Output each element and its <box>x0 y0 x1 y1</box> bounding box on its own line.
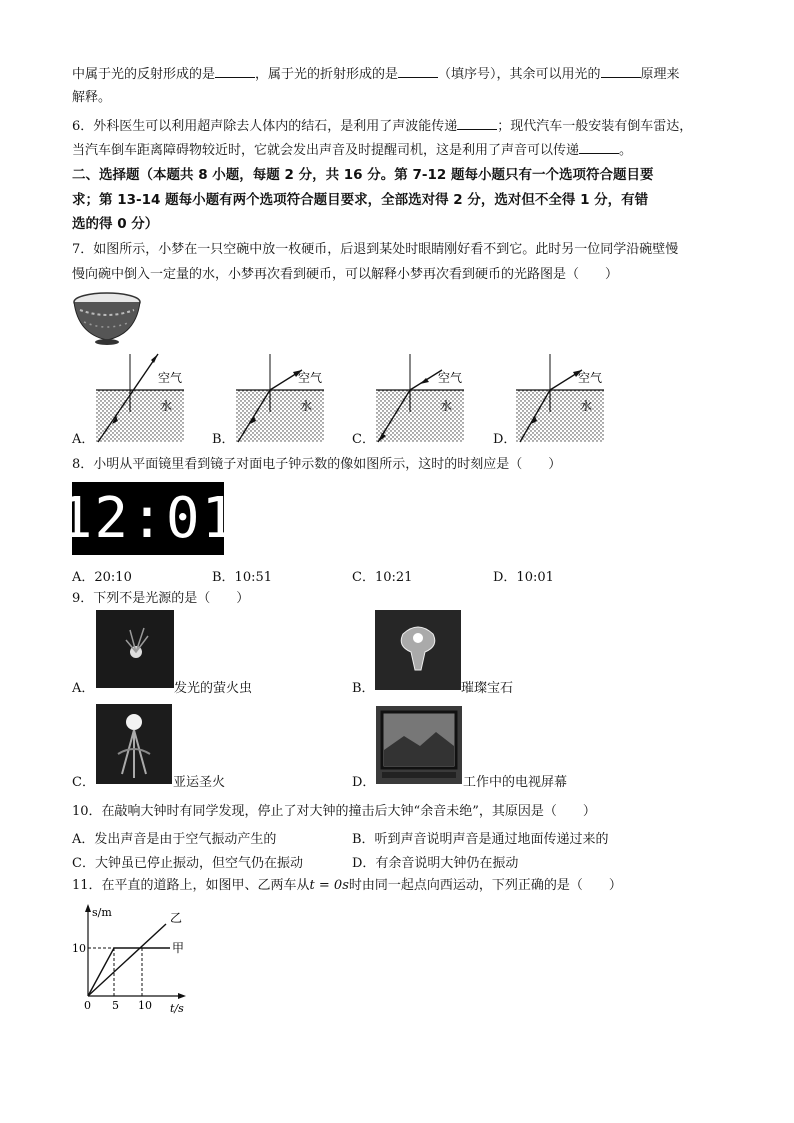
x-tick-label: 5 <box>112 999 119 1012</box>
q9-option-d-label: 工作中的电视屏幕 <box>463 775 568 790</box>
tv-screen-photo <box>376 706 462 784</box>
answer-blank <box>457 116 497 130</box>
series-label-jia: 甲 <box>172 941 185 955</box>
series-label-yi: 乙 <box>170 911 183 925</box>
q5-line2: 解释。 <box>72 90 112 105</box>
q10-option-b: B．听到声音说明声音是通过地面传递过来的 <box>352 832 609 847</box>
air-label: 空气 <box>578 371 603 385</box>
water-label: 水 <box>300 399 313 413</box>
q8-option-b: B．10:51 <box>212 570 273 585</box>
answer-blank <box>579 140 619 154</box>
optics-diagram-b <box>236 352 326 444</box>
answer-blank <box>215 64 255 78</box>
series-yi-line <box>88 924 166 996</box>
q7-option-d: D． <box>493 432 517 447</box>
q10-option-c: C．大钟虽已停止振动，但空气仍在振动 <box>72 856 303 871</box>
gemstone-photo <box>375 610 461 690</box>
section-heading: 选的得 0 分） <box>72 216 159 232</box>
x-tick-label: 0 <box>84 999 91 1012</box>
q8-option-a: A．20:10 <box>72 570 132 585</box>
q7-option-b: B． <box>212 432 235 447</box>
q9-option-d-letter: D． <box>352 775 376 790</box>
q10-option-d: D．有余音说明大钟仍在振动 <box>352 856 519 871</box>
water-label: 水 <box>580 399 593 413</box>
clock-digits: 12:01 <box>58 486 238 551</box>
q10-option-a: A．发出声音是由于空气振动产生的 <box>72 832 277 847</box>
torch-photo <box>96 704 172 784</box>
q9-option-c-label: 亚运圣火 <box>173 775 226 790</box>
q7-option-c: C． <box>352 432 375 447</box>
q9-option-a-letter: A． <box>72 681 95 696</box>
firefly-photo <box>96 610 174 688</box>
x-axis-label: t/s <box>170 1002 184 1015</box>
air-label: 空气 <box>158 371 183 385</box>
optics-diagram-d <box>516 352 606 444</box>
bowl-image <box>72 290 142 345</box>
q7-stem: 7．如图所示，小梦在一只空碗中放一枚硬币，后退到某处时眼睛刚好看不到它。此时另一位同学沿碗壁慢 <box>72 242 679 257</box>
q5-line1: 中属于光的反射形成的是 ，属于光的折射形成的是 （填序号），其余可以用光的 原理来 <box>72 64 680 84</box>
answer-blank <box>601 64 641 78</box>
section-heading: 求；第 13-14 题每小题有两个选项符合题目要求，全部选对得 2 分，选对但不全得 1 分，有错 <box>72 192 649 208</box>
x-tick-label: 10 <box>138 999 152 1012</box>
water-label: 水 <box>440 399 453 413</box>
q9-option-c-letter: C． <box>72 775 95 790</box>
section-heading: 二、选择题（本题共 8 小题，每题 2 分，共 16 分。第 7-12 题每小题只有一个选项符合题目要 <box>72 167 654 183</box>
q10-stem: 10．在敲响大钟时有同学发现，停止了对大钟的撞击后大钟“余音未绝”，其原因是（ ） <box>72 804 596 819</box>
y-axis-label: s/m <box>92 906 112 919</box>
q8-option-d: D．10:01 <box>493 570 554 585</box>
optics-diagram-c <box>376 352 466 444</box>
q9-option-b-letter: B． <box>352 681 375 696</box>
q6-line1: 6．外科医生可以利用超声除去人体内的结石，是利用了声波能传递 ；现代汽车一般安装有倒车雷达， <box>72 116 692 136</box>
q6-line2: 当汽车倒车距离障碍物较近时，它就会发出声音及时提醒司机，这是利用了声音可以传递 。 <box>72 140 632 160</box>
q8-option-c: C．10:21 <box>352 570 413 585</box>
q7-stem: 慢向碗中倒入一定量的水，小梦再次看到硬币，可以解释小梦再次看到硬币的光路图是（ ） <box>72 267 619 282</box>
q8-stem: 8．小明从平面镜里看到镜子对面电子钟示数的像如图所示，这时的时刻应是（ ） <box>72 457 562 472</box>
optics-diagram-a <box>96 352 186 444</box>
mirror-clock-image <box>58 482 238 555</box>
q9-stem: 9．下列不是光源的是（ ） <box>72 591 250 606</box>
air-label: 空气 <box>438 371 463 385</box>
water-label: 水 <box>160 399 173 413</box>
answer-blank <box>398 64 438 78</box>
q11-stem: 11．在平直的道路上，如图甲、乙两车从t = 0s时由同一起点向西运动，下列正确的是（ ） <box>72 878 622 893</box>
q9-option-b-label: 璀璨宝石 <box>461 681 514 696</box>
series-jia-line <box>88 948 170 996</box>
st-graph <box>70 900 200 1015</box>
y-tick-label: 10 <box>72 942 86 955</box>
q7-option-a: A． <box>72 432 95 447</box>
air-label: 空气 <box>298 371 323 385</box>
q9-option-a-label: 发光的萤火虫 <box>174 681 253 696</box>
